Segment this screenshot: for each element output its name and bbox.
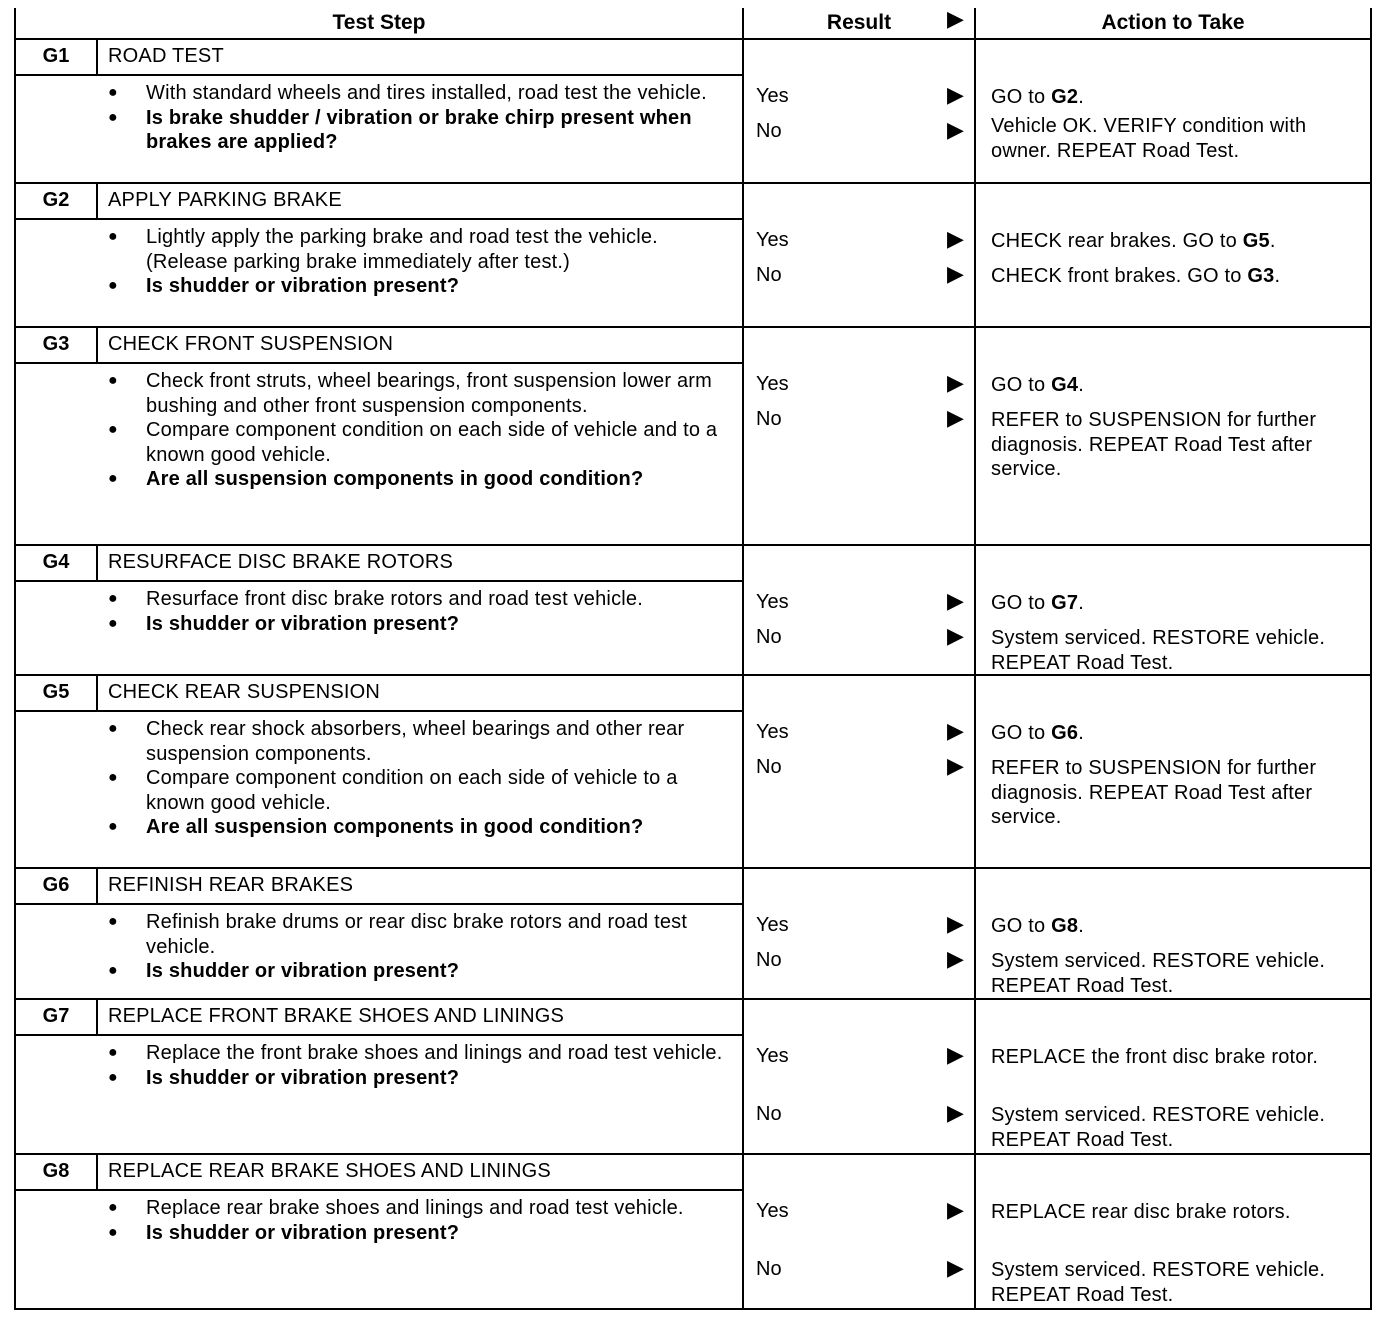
step-id: G6 (42, 874, 70, 896)
column-divider (742, 328, 744, 546)
step-bullet-list (106, 1196, 726, 1245)
result-yes: Yes (756, 1200, 789, 1222)
column-divider (974, 1155, 976, 1310)
result-yes: Yes (756, 721, 789, 743)
step-id: G8 (42, 1160, 70, 1182)
action-if-yes: GO to G2. (991, 86, 1084, 108)
step-question: ● Are all suspension components in good condition? (106, 467, 726, 492)
result-no: No (756, 120, 782, 142)
title-row-rule (16, 710, 744, 712)
step-id: G2 (42, 189, 70, 211)
result-arrow-icon: ▶ (947, 623, 964, 648)
step-title: REPLACE REAR BRAKE SHOES AND LININGS (108, 1160, 551, 1182)
id-divider (96, 869, 98, 903)
step-id: G4 (42, 551, 70, 573)
action-if-yes: GO to G6. (991, 722, 1084, 744)
column-divider (742, 676, 744, 869)
step-bullet-list (106, 1041, 726, 1090)
result-arrow-icon: ▶ (947, 1042, 964, 1067)
title-row-rule (16, 1034, 744, 1036)
diagnostic-table (14, 8, 1372, 1310)
step-bullet-list (106, 717, 726, 840)
step-title: REFINISH REAR BRAKES (108, 874, 354, 896)
action-if-yes: GO to G4. (991, 374, 1084, 396)
step-title: REPLACE FRONT BRAKE SHOES AND LININGS (108, 1005, 565, 1027)
action-if-yes: REPLACE rear disc brake rotors. (991, 1201, 1291, 1223)
column-divider (742, 546, 744, 676)
result-no: No (756, 626, 782, 648)
header-result: Result (826, 11, 892, 34)
result-no: No (756, 949, 782, 971)
result-no: No (756, 1258, 782, 1280)
action-if-yes: GO to G7. (991, 592, 1084, 614)
column-divider (974, 869, 976, 1000)
step-section-g7 (16, 1000, 1370, 1155)
result-no: No (756, 264, 782, 286)
action-if-yes: CHECK rear brakes. GO to G5. (991, 230, 1276, 252)
result-yes: Yes (756, 373, 789, 395)
result-no: No (756, 1103, 782, 1125)
column-divider (974, 40, 976, 184)
id-divider (96, 40, 98, 74)
id-divider (96, 1155, 98, 1189)
title-row-rule (16, 74, 744, 76)
header-divider (742, 8, 744, 38)
step-id: G3 (42, 333, 70, 355)
step-bullet-list (106, 910, 726, 984)
step-title: RESURFACE DISC BRAKE ROTORS (108, 551, 454, 573)
result-arrow-icon: ▶ (947, 1255, 964, 1280)
column-divider (742, 40, 744, 184)
column-divider (974, 546, 976, 676)
id-divider (96, 328, 98, 362)
result-yes: Yes (756, 1045, 789, 1067)
header-test-step: Test Step (332, 11, 426, 34)
step-question: ● Is shudder or vibration present? (106, 1221, 726, 1246)
result-arrow-icon: ▶ (947, 370, 964, 395)
action-if-no: System serviced. RESTORE vehicle. REPEAT Road Test. (991, 1104, 1326, 1151)
step-instruction: ● With standard wheels and tires installed, road test the vehicle. (106, 81, 726, 106)
column-divider (742, 1000, 744, 1155)
action-if-no: REFER to SUSPENSION for further diagnosis. REPEAT Road Test after service. (991, 757, 1317, 828)
step-instruction: ● Check rear shock absorbers, wheel bearings and other rear suspension components. (106, 717, 726, 766)
step-section-g2 (16, 184, 1370, 328)
step-bullet-list (106, 81, 726, 155)
step-id: G1 (42, 45, 70, 67)
column-divider (974, 676, 976, 869)
step-instruction: ● Compare component condition on each side of vehicle to a known good vehicle. (106, 766, 726, 815)
action-if-no: System serviced. RESTORE vehicle. REPEAT Road Test. (991, 950, 1326, 997)
step-title: CHECK FRONT SUSPENSION (108, 333, 394, 355)
step-question: ● Is brake shudder / vibration or brake chirp present when brakes are applied? (106, 106, 726, 155)
step-instruction: ● Check front struts, wheel bearings, front suspension lower arm bushing and other front suspension components. (106, 369, 726, 418)
step-question: ● Is shudder or vibration present? (106, 959, 726, 984)
step-title: APPLY PARKING BRAKE (108, 189, 342, 211)
step-section-g5 (16, 676, 1370, 869)
id-divider (96, 546, 98, 580)
result-arrow-icon: ▶ (947, 911, 964, 936)
step-bullet-list (106, 587, 726, 636)
column-divider (974, 328, 976, 546)
step-section-g1 (16, 40, 1370, 184)
step-section-g6 (16, 869, 1370, 1000)
title-row-rule (16, 218, 744, 220)
id-divider (96, 676, 98, 710)
result-arrow-icon: ▶ (947, 261, 964, 286)
result-yes: Yes (756, 591, 789, 613)
step-bullet-list (106, 369, 726, 492)
result-no: No (756, 756, 782, 778)
result-no: No (756, 408, 782, 430)
step-instruction: ● Replace rear brake shoes and linings and road test vehicle. (106, 1196, 726, 1221)
result-arrow-icon: ▶ (947, 588, 964, 613)
column-divider (974, 1000, 976, 1155)
column-divider (742, 184, 744, 328)
column-divider (742, 869, 744, 1000)
result-arrow-icon: ▶ (947, 226, 964, 251)
step-question: ● Is shudder or vibration present? (106, 612, 726, 637)
result-arrow-icon: ▶ (947, 1100, 964, 1125)
id-divider (96, 1000, 98, 1034)
action-if-no: REFER to SUSPENSION for further diagnosis. REPEAT Road Test after service. (991, 409, 1317, 480)
step-section-g3 (16, 328, 1370, 546)
header-arrow-icon: ▶ (947, 6, 964, 31)
action-if-no: CHECK front brakes. GO to G3. (991, 265, 1281, 287)
header-divider (974, 8, 976, 38)
step-question: ● Are all suspension components in good condition? (106, 815, 726, 840)
result-arrow-icon: ▶ (947, 946, 964, 971)
action-if-yes: GO to G8. (991, 915, 1084, 937)
header-action: Action to Take (1101, 11, 1245, 34)
id-divider (96, 184, 98, 218)
title-row-rule (16, 1189, 744, 1191)
action-if-no: Vehicle OK. VERIFY condition with owner. REPEAT Road Test. (991, 115, 1307, 162)
result-arrow-icon: ▶ (947, 82, 964, 107)
step-id: G5 (42, 681, 70, 703)
action-if-no: System serviced. RESTORE vehicle. REPEAT Road Test. (991, 627, 1326, 674)
result-arrow-icon: ▶ (947, 718, 964, 743)
step-instruction: ● Resurface front disc brake rotors and road test vehicle. (106, 587, 726, 612)
column-divider (742, 1155, 744, 1310)
result-arrow-icon: ▶ (947, 117, 964, 142)
result-yes: Yes (756, 229, 789, 251)
step-bullet-list (106, 225, 726, 299)
title-row-rule (16, 362, 744, 364)
result-arrow-icon: ▶ (947, 753, 964, 778)
action-if-yes: REPLACE the front disc brake rotor. (991, 1046, 1319, 1068)
step-instruction: ● Replace the front brake shoes and linings and road test vehicle. (106, 1041, 726, 1066)
result-yes: Yes (756, 914, 789, 936)
result-yes: Yes (756, 85, 789, 107)
step-title: CHECK REAR SUSPENSION (108, 681, 381, 703)
step-question: ● Is shudder or vibration present? (106, 1066, 726, 1091)
action-if-no: System serviced. RESTORE vehicle. REPEAT Road Test. (991, 1259, 1326, 1306)
step-instruction: ● Refinish brake drums or rear disc brake rotors and road test vehicle. (106, 910, 726, 959)
result-arrow-icon: ▶ (947, 405, 964, 430)
step-instruction: ● Lightly apply the parking brake and road test the vehicle. (Release parking brake immediately after test.) (106, 225, 726, 274)
column-divider (974, 184, 976, 328)
step-section-g4 (16, 546, 1370, 676)
title-row-rule (16, 580, 744, 582)
step-title: ROAD TEST (108, 45, 224, 67)
step-question: ● Is shudder or vibration present? (106, 274, 726, 299)
step-section-g8 (16, 1155, 1370, 1310)
title-row-rule (16, 903, 744, 905)
result-arrow-icon: ▶ (947, 1197, 964, 1222)
step-instruction: ● Compare component condition on each side of vehicle and to a known good vehicle. (106, 418, 726, 467)
step-id: G7 (42, 1005, 70, 1027)
